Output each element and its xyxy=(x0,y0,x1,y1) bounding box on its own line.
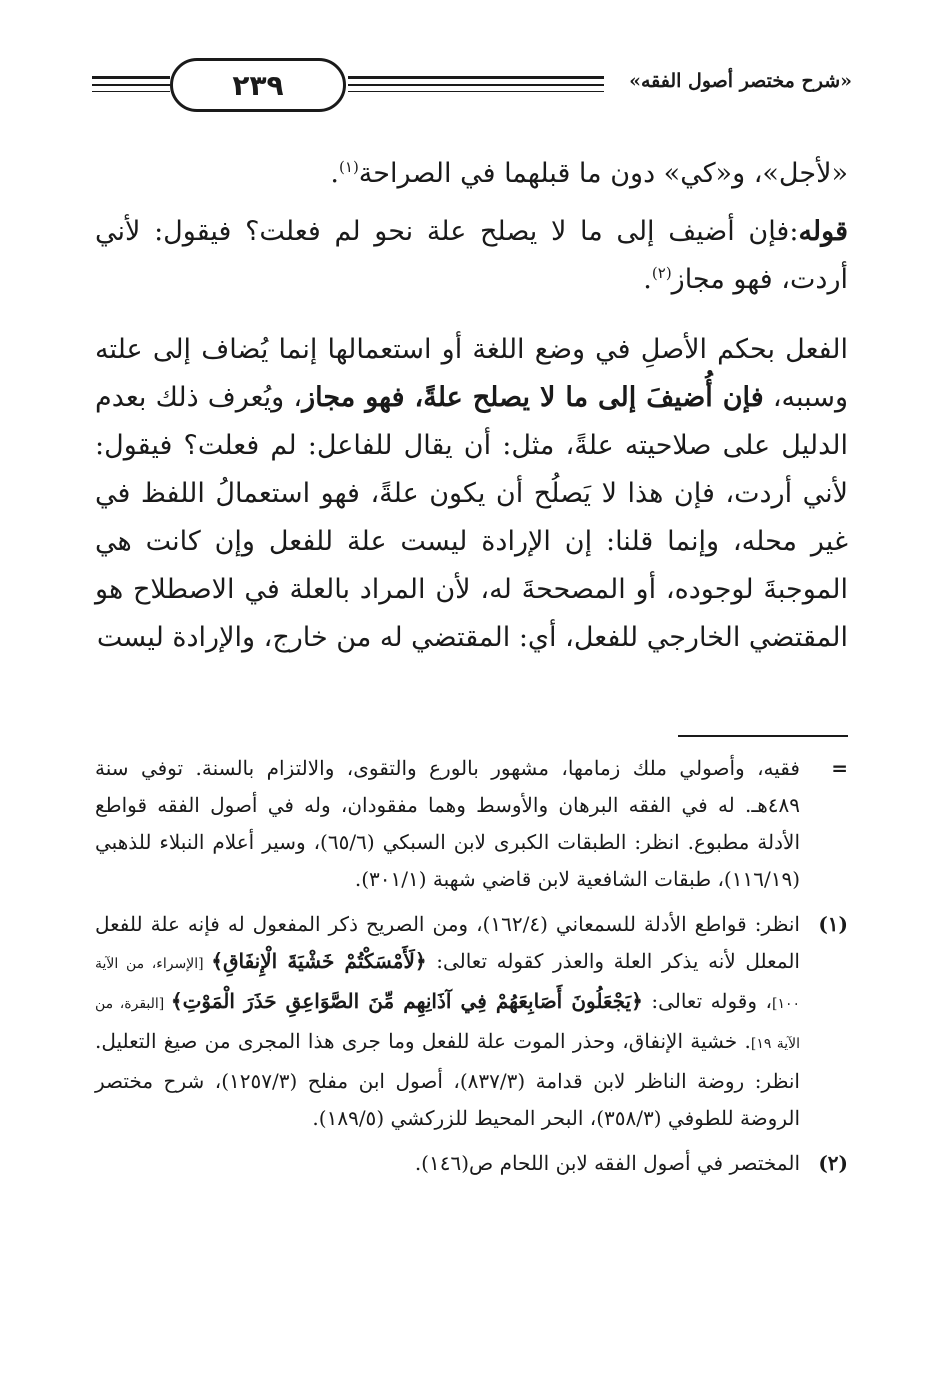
paragraph-3-bold: فإن أُضيفَ إلى ما لا يصلح علةً، فهو مجاز xyxy=(302,382,764,413)
footnote-1-marker: (١) xyxy=(818,912,848,936)
paragraph-2-text: :فإن أضيف إلى ما لا يصلح علة نحو لم فعلت؟ فيقول: لأني أردت، فهو مجاز xyxy=(95,216,848,295)
footnote-1 xyxy=(95,906,848,1137)
main-text xyxy=(95,150,848,662)
page-number-badge xyxy=(170,58,346,112)
paragraph-3 xyxy=(95,326,848,662)
footnote-continued xyxy=(95,750,848,898)
verse-ref-1: [الإسراء، من الآية ١٠٠] xyxy=(95,956,800,1012)
footnote-1-a: انظر: قواطع الأدلة للسمعاني (١٦٢/٤)، ومن الصريح ذكر المفعول له فإنه علة للفعل المعلل لأنه يذكر العلة والعذر كقوله تعالى: xyxy=(95,912,800,973)
footnotes xyxy=(95,750,848,1190)
running-title: «شرح مختصر أصول الفقه» xyxy=(629,70,852,92)
paragraph-1 xyxy=(95,150,848,198)
quran-verse-1: ﴿لَأَمْسَكْتُمْ خَشْيَةَ الْإِنفَاقِ﴾ xyxy=(211,949,427,973)
footnote-2 xyxy=(95,1145,848,1182)
paragraph-1-text: «لأجل»، و«كي» دون ما قبلهما في الصراحة xyxy=(358,158,848,189)
footnote-continued-marker: = xyxy=(831,756,848,780)
paragraph-3-b: ، ويُعرف ذلك بعدم الدليل على صلاحيته علةً، مثل: أن يقال للفاعل: لم فعلت؟ فيقول: لأني أردت، فإن هذا لا يَصلُح أن يكون علةً، فهو استعمالُ اللفظ في غير محله، وإنما قلنا: إن الإرادة ليست علة للفعل وإن كانت هي الموجبةَ لوجوده، أو المصححةَ له، لأن المراد بالعلة في الاصطلاح هو المقتضي الخارجي للفعل، أي: المقتضي له من خارج، والإرادة ليست xyxy=(95,382,848,653)
footnote-1-c: . خشية الإنفاق، وحذر الموت علة للفعل وما جرى هذا المجرى من صيغ التعليل. انظر: روضة الناظر لابن قدامة (٨٣٧/٣)، أصول ابن مفلح (١٢٥٧/٣)، شرح مختصر الروضة للطوفي (٣٥٨/٣)، البحر المحيط للزركشي (١٨٩/٥). xyxy=(95,1029,800,1130)
footnote-ref-1: (١) xyxy=(339,158,359,176)
paragraph-2 xyxy=(95,208,848,304)
verse-ref-2: [البقرة، من الآية ١٩] xyxy=(95,996,800,1052)
header-rule-left xyxy=(92,76,170,94)
footnote-2-marker: (٢) xyxy=(818,1151,848,1175)
footnote-ref-2: (٢) xyxy=(651,264,672,282)
header-rule-right xyxy=(348,76,604,94)
paragraph-2-end: . xyxy=(643,264,652,295)
quote-lead: قوله xyxy=(798,216,848,247)
paragraph-3-a: الفعل بحكم الأصلِ في وضع اللغة أو استعمالها إنما يُضاف إلى علته وسببه، xyxy=(95,334,848,413)
footnote-1-b: ، وقوله تعالى: xyxy=(642,989,772,1013)
quran-verse-2: ﴿يَجْعَلُونَ أَصَابِعَهُمْ فِي آذَانِهِم مِّنَ الصَّوَاعِقِ حَذَرَ الْمَوْتِ﴾ xyxy=(170,989,643,1013)
footnote-separator xyxy=(678,735,848,737)
page-header xyxy=(92,58,852,118)
footnote-2-text: المختصر في أصول الفقه لابن اللحام ص(١٤٦). xyxy=(414,1151,800,1175)
footnote-continued-text: فقيه، وأصولي ملك زمامها، مشهور بالورع والتقوى، والالتزام بالسنة. توفي سنة ٤٨٩هـ. له في الفقه البرهان والأوسط وهما مفقودان، وله في أصول الفقه قواطع الأدلة مطبوع. انظر: الطبقات الكبرى لابن السبكي (٦٥/٦)، وسير أعلام النبلاء للذهبي (١١٦/١٩)، طبقات الشافعية لابن قاضي شهبة (٣٠١/١). xyxy=(95,756,800,891)
paragraph-1-end: . xyxy=(330,158,340,189)
page-number: ٢٣٩ xyxy=(232,68,284,102)
